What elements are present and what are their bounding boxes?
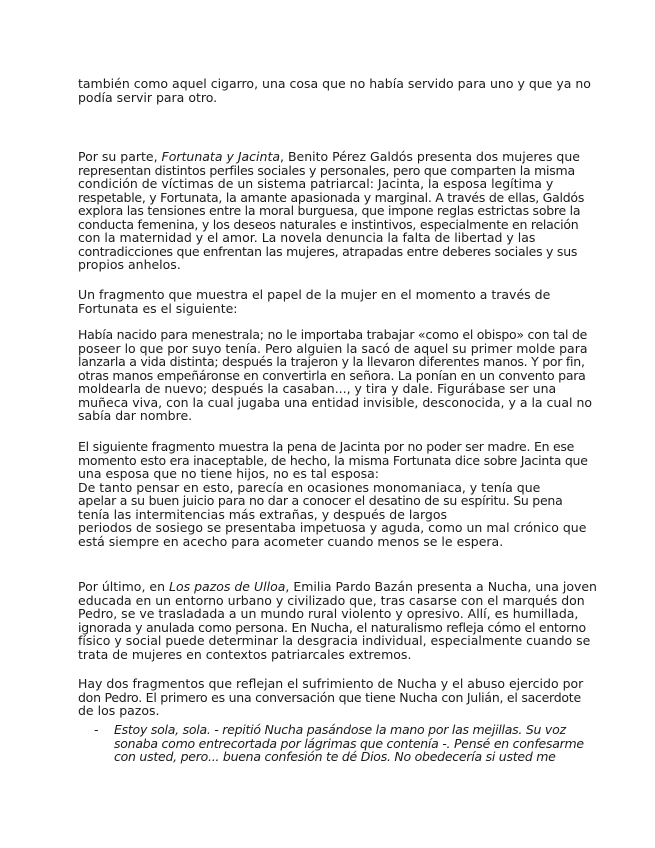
- text-line: moldearla de nuevo; después la casaban..., y tira y dale. Figurábase ser una: [78, 381, 557, 396]
- text-line: sabía dar nombre.: [78, 408, 193, 423]
- text-line: lanzarla a vida distinta; después la trajeron y la llevaron diferentes manos. Y por fin,: [78, 354, 585, 369]
- text-line: momento esto era inaceptable, de hecho, la misma Fortunata dice sobre Jacinta que: [78, 452, 588, 468]
- text-line: una esposa que no tiene hijos, no es tal esposa:: [78, 466, 379, 481]
- paragraph-pardo-bazan: [78, 579, 597, 662]
- text-line: periodos de sosiego se presentaba impetuosa y aguda, como un mal crónico que: [78, 520, 587, 535]
- quote-fortunata: [78, 327, 593, 423]
- text-line: con la maternidad y el amor. La novela denuncia la falta de libertad y las: [78, 230, 536, 245]
- text-line: conducta femenina, y los deseos naturales e instintivos, especialmente en relación: [78, 216, 579, 232]
- paragraph-fragment-intro: [78, 288, 578, 315]
- quote-nucha: [114, 722, 584, 764]
- text-line: también como aquel cigarro, una cosa que no había servido para uno y que ya no: [78, 76, 591, 91]
- text-line: otras manos empeñáronse en convertirla en señora. La ponían en un convento para: [78, 367, 586, 383]
- text-line: El siguiente fragmento muestra la pena de Jacinta por no poder ser madre. En ese: [78, 439, 575, 454]
- paragraph-galdos: [78, 149, 585, 272]
- paragraph-nucha: [78, 676, 584, 718]
- text-line: respetable, y Fortunata, la amante apasionada y marginal. A través de ellas, Galdós: [78, 189, 585, 205]
- book-title: Fortunata y Jacinta: [161, 149, 281, 164]
- text-line: está siempre en acecho para acometer cuando menos se le espera.: [78, 533, 504, 549]
- text-line: Por su parte, Fortunata y Jacinta, Benito Pérez Galdós presenta dos mujeres que: [78, 149, 580, 164]
- text-line: Había nacido para menestrala; no le importaba trabajar «como el obispo» con tal de: [78, 327, 588, 342]
- book-title: Los pazos de Ulloa: [168, 579, 286, 594]
- list-bullet: -: [94, 722, 99, 737]
- text-line: muñeca viva, con la cual jugaba una entidad invisible, desconocida, y a la cual no: [78, 394, 593, 410]
- text-line: propios anhelos.: [78, 257, 181, 272]
- text-line: De tanto pensar en esto, parecía en ocasiones monomaniaca, y tenía que: [78, 479, 541, 495]
- text-line: don Pedro. El primero es una conversación que tiene Nucha con Julián, el sacerdote: [78, 689, 581, 705]
- text-line: Hay dos fragmentos que reflejan el sufrimiento de Nucha y el abuso ejercido por: [78, 676, 584, 691]
- text-line: condición de víctimas de un sistema patriarcal: Jacinta, la esposa legítima y: [78, 176, 554, 191]
- text-line: podía servir para otro.: [78, 89, 218, 105]
- text-line: con usted, pero... buena confesión te dé Dios. No obedecería si usted me: [114, 749, 556, 764]
- text-line: Por último, en Los pazos de Ulloa, Emilia Pardo Bazán presenta a Nucha, una joven: [78, 579, 597, 594]
- text-line: contradicciones que enfrentan las mujeres, atrapadas entre deberes sociales y sus: [78, 243, 578, 259]
- text-line: Un fragmento que muestra el papel de la mujer en el momento a través de: [78, 287, 551, 302]
- text-line: explora las tensiones entre la moral burguesa, que impone reglas estrictas sobre la: [78, 203, 581, 218]
- text-line: de los pazos.: [78, 703, 160, 718]
- text-line: ignorada y anulada como persona. En Nucha, el naturalismo refleja cómo el entorno: [78, 619, 586, 635]
- text-line: físico y social puede determinar la desgracia individual, especialmente cuando se: [78, 633, 591, 648]
- text-line: representan distintos perfiles sociales y personales, pero que comparten la misma: [78, 162, 575, 178]
- text-line: apelar a su buen juicio para no dar a conocer el desatino de su espíritu. Su pena: [78, 493, 563, 508]
- paragraph-intro: [78, 76, 591, 105]
- text-line: Pedro, se ve trasladada a un mundo rural violento y opresivo. Allí, es humillada,: [78, 606, 579, 621]
- text-line: Fortunata es el siguiente:: [78, 300, 238, 316]
- text-line: trata de mujeres en contextos patriarcales extremos.: [78, 646, 412, 662]
- text-line: sonaba como entrecortada por lágrimas que contenía -. Pensé en confesarme: [114, 735, 584, 751]
- paragraph-jacinta: [78, 439, 588, 549]
- text-line: poseer lo que por suyo tenía. Pero alguien la sacó de aquel su primer molde para: [78, 340, 588, 356]
- text-line: Estoy sola, sola. - repitió Nucha pasándose la mano por las mejillas. Su voz: [114, 722, 566, 737]
- text-line: educada en un entorno urbano y civilizado que, tras casarse con el marqués don: [78, 592, 585, 608]
- text-line: tenía las intermitencias más extrañas, y después de largos: [78, 506, 448, 522]
